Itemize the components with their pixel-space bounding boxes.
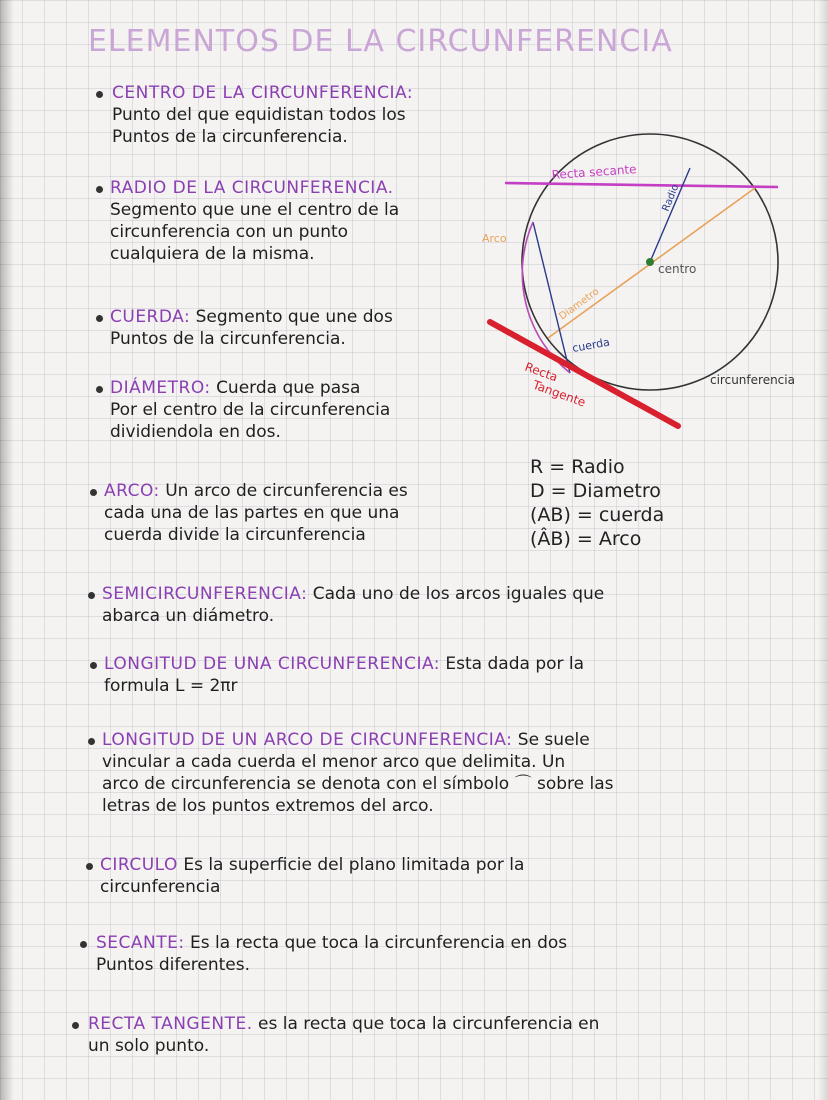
legend-cuerda: (AB) = cuerda — [530, 504, 665, 526]
bullet-dot — [88, 738, 95, 745]
definition-inline: Un arco de circunferencia es — [165, 481, 408, 501]
label-radio: Radio — [660, 182, 682, 214]
definition-line: Puntos de la circunferencia. — [110, 329, 346, 349]
tangent-line — [490, 322, 678, 426]
center-dot — [646, 258, 654, 266]
definition-secante — [96, 932, 567, 976]
label-tangente: Tangente — [530, 377, 588, 410]
definition-line: vincular a cada cuerda el menor arco que delimita. Un — [102, 752, 566, 772]
label-recta: Recta — [522, 359, 560, 385]
definition-inline: Cada uno de los arcos iguales que — [312, 584, 605, 604]
bullet-dot — [90, 489, 97, 496]
definition-line: Puntos diferentes. — [96, 955, 251, 975]
term-diametro: DIÁMETRO: — [110, 378, 211, 398]
definition-line: Por el centro de la circunferencia — [110, 400, 391, 420]
label-diametro: Diametro — [557, 286, 602, 323]
term-centro: CENTRO DE LA CIRCUNFERENCIA: — [112, 83, 414, 103]
definition-inline: es la recta que toca la circunferencia en — [258, 1014, 600, 1034]
definition-line: un solo punto. — [88, 1036, 210, 1056]
bullet-dot — [90, 662, 97, 669]
bullet-dot — [86, 863, 93, 870]
bullet-dot — [72, 1022, 79, 1029]
term-recta-tangente: RECTA TANGENTE. — [88, 1014, 253, 1034]
definition-recta-tangente — [88, 1013, 599, 1057]
formula-line: formula L = 2πr — [104, 676, 238, 696]
definition-inline: Es la recta que toca la circunferencia en dos — [190, 933, 568, 953]
term-longitud-arco: LONGITUD DE UN ARCO DE CIRCUNFERENCIA: — [102, 730, 513, 750]
definition-line: cualquiera de la misma. — [110, 244, 315, 264]
term-cuerda: CUERDA: — [110, 307, 191, 327]
term-arco: ARCO: — [104, 481, 160, 501]
notation-legend — [530, 455, 664, 551]
definition-line: Segmento que une el centro de la — [110, 200, 400, 220]
term-semicircunferencia: SEMICIRCUNFERENCIA: — [102, 584, 308, 604]
definition-line: Puntos de la circunferencia. — [112, 127, 348, 147]
definition-line: letras de los puntos extremos del arco. — [102, 796, 434, 816]
definition-arco — [104, 480, 408, 546]
definition-semicircunferencia — [102, 583, 604, 627]
radius-line — [650, 168, 690, 262]
label-arco: Arco — [482, 232, 507, 245]
definition-inline: Se suele — [517, 730, 590, 750]
term-longitud-circunferencia: LONGITUD DE UNA CIRCUNFERENCIA: — [104, 654, 441, 674]
term-circulo: CIRCULO — [100, 855, 178, 875]
legend-diametro: D = Diametro — [530, 480, 661, 502]
definition-line: circunferencia con un punto — [110, 222, 349, 242]
definition-line: circunferencia — [100, 877, 221, 897]
definition-line: abarca un diámetro. — [102, 606, 275, 626]
term-radio: RADIO DE LA CIRCUNFERENCIA. — [110, 178, 394, 198]
definition-longitud-circunferencia — [104, 653, 584, 697]
page-title: ELEMENTOS DE LA CIRCUNFERENCIA — [88, 24, 673, 59]
definition-circulo — [100, 854, 524, 898]
definition-longitud-arco — [102, 729, 614, 817]
bullet-dot — [88, 592, 95, 599]
label-cuerda: cuerda — [571, 335, 611, 355]
definition-line: cada una de las partes en que una — [104, 503, 400, 523]
definition-inline: Segmento que une dos — [195, 307, 393, 327]
bullet-dot — [80, 941, 87, 948]
definition-inline: Es la superficie del plano limitada por la — [183, 855, 525, 875]
label-recta-secante: Recta secante — [551, 162, 637, 182]
label-circunferencia: circunferencia — [710, 373, 795, 387]
legend-radio: R = Radio — [530, 456, 625, 478]
definition-line: Punto del que equidistan todos los — [112, 105, 406, 125]
circle-diagram — [0, 0, 828, 460]
definition-inline: Esta dada por la — [445, 654, 585, 674]
definition-line: dividiendola en dos. — [110, 422, 281, 442]
label-centro: centro — [658, 262, 697, 276]
definition-line: cuerda divide la circunferencia — [104, 525, 366, 545]
definition-inline: Cuerda que pasa — [216, 378, 361, 398]
definition-line: arco de circunferencia se denota con el símbolo ⌒ sobre las — [102, 774, 614, 794]
term-secante: SECANTE: — [96, 933, 185, 953]
legend-arco: (ÂB) = Arco — [530, 528, 642, 550]
